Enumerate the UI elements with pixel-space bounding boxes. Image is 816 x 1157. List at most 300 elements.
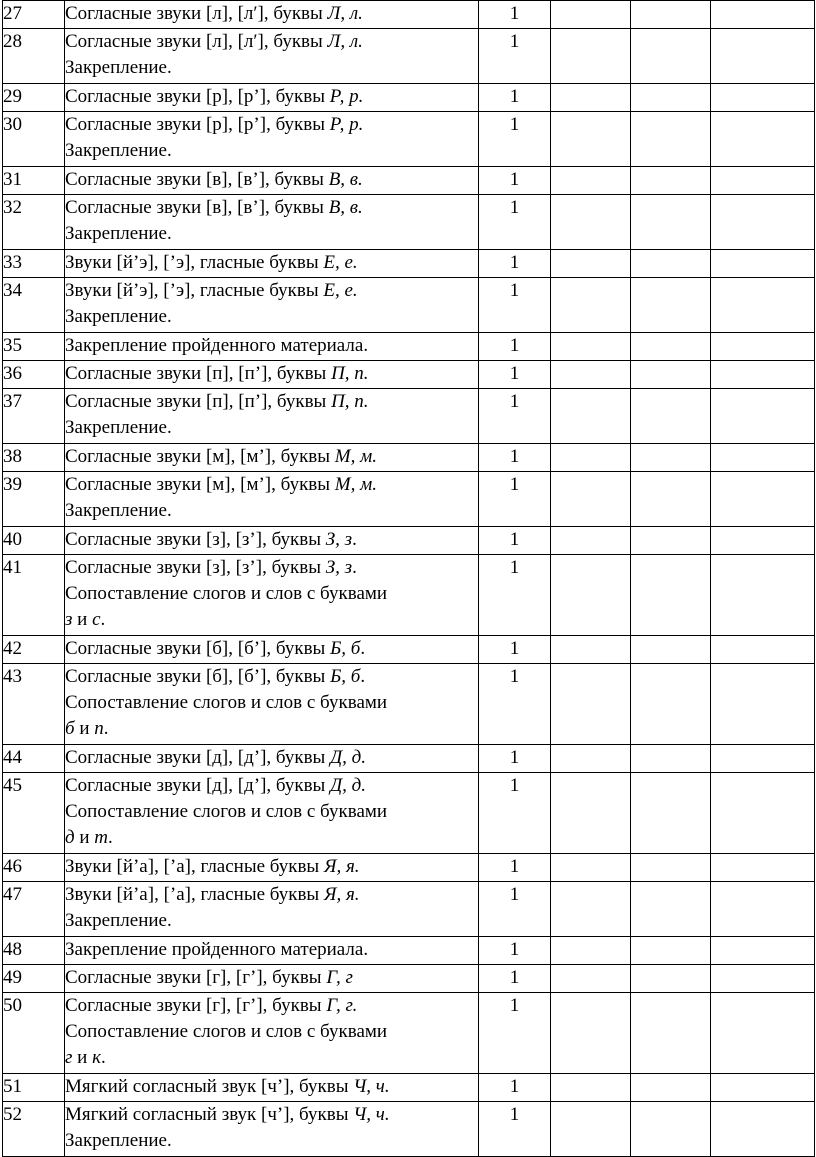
- topic-text: Закрепление пройденного материала.: [65, 335, 369, 356]
- letter-italic: Я, я.: [323, 856, 360, 877]
- lesson-row: [3, 745, 815, 773]
- topic-text: .: [360, 666, 366, 687]
- letter-italic: к: [92, 1047, 101, 1068]
- topic-line: [65, 799, 478, 825]
- lesson-topic: [65, 773, 479, 854]
- letter-italic: Ч, ч.: [353, 1076, 390, 1097]
- lesson-row: [3, 937, 815, 965]
- topic-text: Сопоставление слогов и слов с буквами: [65, 1021, 388, 1042]
- letter-italic: З, з: [325, 557, 353, 578]
- topic-text: .: [108, 827, 113, 848]
- topic-line: [65, 304, 478, 330]
- letter-italic: П, п.: [331, 391, 369, 412]
- topic-text: Согласные звуки [б], [б’], буквы: [65, 666, 331, 687]
- empty-cell: [711, 29, 815, 84]
- empty-cell: [551, 555, 631, 636]
- empty-cell: [711, 555, 815, 636]
- empty-cell: [551, 278, 631, 333]
- topic-text: Звуки [й’а], [’а], гласные буквы: [65, 856, 324, 877]
- empty-cell: [551, 29, 631, 84]
- empty-cell: [551, 361, 631, 389]
- topic-text: Согласные звуки [в], [в’], буквы: [65, 197, 329, 218]
- letter-italic: З, з: [325, 529, 353, 550]
- lesson-row: [3, 773, 815, 854]
- hours-count: 1: [479, 555, 551, 636]
- lesson-row: [3, 472, 815, 527]
- empty-cell: [711, 361, 815, 389]
- topic-text: Звуки [й’а], [’а], гласные буквы: [65, 884, 324, 905]
- empty-cell: [551, 745, 631, 773]
- lesson-number: 30: [3, 112, 65, 167]
- letter-italic: д: [65, 827, 75, 848]
- topic-text: Закрепление.: [65, 223, 172, 244]
- topic-line: [65, 716, 478, 742]
- empty-cell: [551, 664, 631, 745]
- empty-cell: [711, 84, 815, 112]
- topic-text: Согласные звуки [з], [з’], буквы: [65, 529, 326, 550]
- empty-cell: [711, 278, 815, 333]
- topic-text: Согласные звуки [п], [п’], буквы: [65, 363, 332, 384]
- empty-cell: [631, 965, 711, 993]
- topic-text: Мягкий согласный звук [ч’], буквы: [65, 1104, 354, 1125]
- hours-count: 1: [479, 444, 551, 472]
- empty-cell: [631, 773, 711, 854]
- lesson-row: [3, 1, 815, 29]
- topic-text: Согласные звуки [г], [г’], буквы: [65, 995, 327, 1016]
- lesson-topic: [65, 29, 479, 84]
- empty-cell: [631, 882, 711, 937]
- lesson-row: [3, 555, 815, 636]
- lesson-number: 48: [3, 937, 65, 965]
- empty-cell: [711, 333, 815, 361]
- topic-text: Закрепление.: [65, 910, 172, 931]
- topic-line: [65, 1074, 478, 1100]
- lesson-topic: [65, 250, 479, 278]
- letter-italic: П, п.: [331, 363, 369, 384]
- empty-cell: [551, 993, 631, 1074]
- topic-text: Сопоставление слогов и слов с буквами: [65, 801, 388, 822]
- topic-text: Сопоставление слогов и слов с буквами: [65, 692, 388, 713]
- lesson-number: 38: [3, 444, 65, 472]
- letter-italic: Л, л.: [327, 31, 363, 52]
- empty-cell: [631, 555, 711, 636]
- lesson-number: 29: [3, 84, 65, 112]
- lesson-topic: [65, 361, 479, 389]
- lesson-topic: [65, 854, 479, 882]
- letter-italic: В, в.: [328, 169, 363, 190]
- empty-cell: [631, 472, 711, 527]
- lesson-number: 45: [3, 773, 65, 854]
- empty-cell: [631, 167, 711, 195]
- topic-line: [65, 825, 478, 851]
- lesson-topic: [65, 1, 479, 29]
- topic-text: Согласные звуки [б], [б’], буквы: [65, 638, 331, 659]
- letter-italic: Г, г.: [326, 995, 358, 1016]
- lesson-number: 31: [3, 167, 65, 195]
- hours-count: 1: [479, 527, 551, 555]
- topic-line: [65, 389, 478, 415]
- topic-text: Согласные звуки [г], [г’], буквы: [65, 967, 327, 988]
- lesson-topic: [65, 444, 479, 472]
- topic-text: Согласные звуки [л], [л′], буквы: [65, 3, 328, 24]
- topic-line: [65, 112, 478, 138]
- topic-line: [65, 1019, 478, 1045]
- empty-cell: [631, 854, 711, 882]
- empty-cell: [551, 389, 631, 444]
- lesson-topic: [65, 965, 479, 993]
- lesson-number: 43: [3, 664, 65, 745]
- hours-count: 1: [479, 636, 551, 664]
- lesson-topic: [65, 555, 479, 636]
- topic-line: [65, 908, 478, 934]
- lesson-row: [3, 84, 815, 112]
- topic-text: Согласные звуки [р], [р’], буквы: [65, 114, 330, 135]
- lesson-row: [3, 664, 815, 745]
- empty-cell: [631, 29, 711, 84]
- hours-count: 1: [479, 29, 551, 84]
- empty-cell: [551, 854, 631, 882]
- lesson-number: 39: [3, 472, 65, 527]
- empty-cell: [711, 112, 815, 167]
- topic-line: [65, 1102, 478, 1128]
- empty-cell: [711, 1102, 815, 1157]
- lesson-number: 34: [3, 278, 65, 333]
- lesson-number: 52: [3, 1102, 65, 1157]
- topic-text: Звуки [й’э], [’э], гласные буквы: [65, 280, 324, 301]
- lesson-number: 51: [3, 1074, 65, 1102]
- topic-line: [65, 250, 478, 276]
- hours-count: 1: [479, 333, 551, 361]
- empty-cell: [711, 167, 815, 195]
- topic-text: Согласные звуки [д], [д’], буквы: [65, 747, 331, 768]
- topic-line: [65, 1128, 478, 1154]
- lesson-number: 37: [3, 389, 65, 444]
- topic-text: Согласные звуки [л], [л′], буквы: [65, 31, 328, 52]
- lesson-number: 42: [3, 636, 65, 664]
- empty-cell: [551, 527, 631, 555]
- letter-italic: г: [65, 1047, 73, 1068]
- empty-cell: [631, 937, 711, 965]
- empty-cell: [551, 167, 631, 195]
- empty-cell: [631, 527, 711, 555]
- lesson-row: [3, 636, 815, 664]
- empty-cell: [711, 472, 815, 527]
- topic-text: Согласные звуки [з], [з’], буквы: [65, 557, 326, 578]
- empty-cell: [711, 1, 815, 29]
- topic-text: Закрепление пройденного материала.: [65, 939, 369, 960]
- topic-line: [65, 527, 478, 553]
- topic-line: [65, 581, 478, 607]
- lesson-topic: [65, 195, 479, 250]
- lesson-number: 40: [3, 527, 65, 555]
- hours-count: 1: [479, 1102, 551, 1157]
- lesson-topic: [65, 472, 479, 527]
- lesson-number: 47: [3, 882, 65, 937]
- letter-italic: Д, д.: [330, 775, 367, 796]
- lesson-row: [3, 29, 815, 84]
- empty-cell: [711, 444, 815, 472]
- lesson-plan-table: [2, 0, 815, 1157]
- topic-text: Согласные звуки [п], [п’], буквы: [65, 391, 332, 412]
- lesson-topic: [65, 664, 479, 745]
- lesson-topic: [65, 278, 479, 333]
- topic-line: [65, 84, 478, 110]
- topic-line: [65, 1045, 478, 1071]
- lesson-topic: [65, 527, 479, 555]
- topic-line: [65, 664, 478, 690]
- empty-cell: [551, 250, 631, 278]
- lesson-number: 36: [3, 361, 65, 389]
- lesson-row: [3, 112, 815, 167]
- lesson-topic: [65, 1102, 479, 1157]
- topic-line: [65, 745, 478, 771]
- letter-italic: Е, е.: [323, 252, 358, 273]
- letter-italic: Л, л.: [327, 3, 363, 24]
- empty-cell: [551, 882, 631, 937]
- topic-line: [65, 854, 478, 880]
- hours-count: 1: [479, 993, 551, 1074]
- lesson-row: [3, 278, 815, 333]
- hours-count: 1: [479, 937, 551, 965]
- empty-cell: [631, 250, 711, 278]
- topic-text: .: [352, 557, 357, 578]
- empty-cell: [711, 745, 815, 773]
- topic-text: .: [100, 609, 106, 630]
- topic-line: [65, 607, 478, 633]
- lesson-topic: [65, 167, 479, 195]
- empty-cell: [631, 361, 711, 389]
- topic-text: Закрепление.: [65, 306, 172, 327]
- empty-cell: [711, 773, 815, 854]
- lesson-row: [3, 1074, 815, 1102]
- hours-count: 1: [479, 773, 551, 854]
- topic-text: .: [100, 1047, 106, 1068]
- lesson-row: [3, 527, 815, 555]
- topic-line: [65, 498, 478, 524]
- empty-cell: [631, 195, 711, 250]
- lesson-topic: [65, 636, 479, 664]
- letter-italic: Я, я.: [323, 884, 360, 905]
- topic-line: [65, 361, 478, 387]
- topic-text: и: [72, 1047, 93, 1068]
- lesson-row: [3, 361, 815, 389]
- lesson-number: 44: [3, 745, 65, 773]
- empty-cell: [551, 965, 631, 993]
- empty-cell: [711, 636, 815, 664]
- topic-line: [65, 415, 478, 441]
- lesson-topic: [65, 882, 479, 937]
- empty-cell: [631, 664, 711, 745]
- letter-italic: Ч, ч.: [353, 1104, 390, 1125]
- topic-line: [65, 221, 478, 247]
- lesson-number: 28: [3, 29, 65, 84]
- topic-text: и: [72, 609, 93, 630]
- empty-cell: [711, 937, 815, 965]
- empty-cell: [631, 84, 711, 112]
- empty-cell: [551, 1102, 631, 1157]
- empty-cell: [711, 527, 815, 555]
- hours-count: 1: [479, 195, 551, 250]
- lesson-topic: [65, 333, 479, 361]
- topic-text: Закрепление.: [65, 417, 172, 438]
- topic-line: [65, 636, 478, 662]
- hours-count: 1: [479, 882, 551, 937]
- lesson-topic: [65, 389, 479, 444]
- topic-line: [65, 138, 478, 164]
- topic-line: [65, 29, 478, 55]
- hours-count: 1: [479, 167, 551, 195]
- empty-cell: [711, 250, 815, 278]
- empty-cell: [631, 1, 711, 29]
- topic-text: .: [352, 529, 357, 550]
- topic-text: Закрепление.: [65, 500, 172, 521]
- topic-line: [65, 937, 478, 963]
- topic-text: Согласные звуки [м], [м’], буквы: [65, 446, 335, 467]
- topic-text: Звуки [й’э], [’э], гласные буквы: [65, 252, 324, 273]
- empty-cell: [551, 472, 631, 527]
- hours-count: 1: [479, 84, 551, 112]
- hours-count: 1: [479, 664, 551, 745]
- letter-italic: п: [94, 718, 104, 739]
- topic-line: [65, 555, 478, 581]
- empty-cell: [711, 993, 815, 1074]
- topic-line: [65, 773, 478, 799]
- empty-cell: [631, 389, 711, 444]
- hours-count: 1: [479, 965, 551, 993]
- empty-cell: [631, 1102, 711, 1157]
- empty-cell: [631, 333, 711, 361]
- lesson-number: 49: [3, 965, 65, 993]
- topic-text: Согласные звуки [в], [в’], буквы: [65, 169, 329, 190]
- hours-count: 1: [479, 854, 551, 882]
- topic-line: [65, 55, 478, 81]
- empty-cell: [631, 112, 711, 167]
- topic-text: Закрепление.: [65, 57, 172, 78]
- hours-count: 1: [479, 472, 551, 527]
- letter-italic: Б, б: [330, 666, 361, 687]
- empty-cell: [631, 745, 711, 773]
- hours-count: 1: [479, 1074, 551, 1102]
- topic-text: Закрепление.: [65, 140, 172, 161]
- lesson-rows: [3, 1, 815, 1157]
- topic-text: и: [74, 827, 95, 848]
- hours-count: 1: [479, 250, 551, 278]
- empty-cell: [631, 993, 711, 1074]
- topic-line: [65, 333, 478, 359]
- letter-italic: Г, г: [326, 967, 353, 988]
- topic-text: .: [360, 638, 366, 659]
- lesson-row: [3, 444, 815, 472]
- hours-count: 1: [479, 112, 551, 167]
- topic-text: и: [74, 718, 95, 739]
- hours-count: 1: [479, 361, 551, 389]
- empty-cell: [631, 1074, 711, 1102]
- empty-cell: [551, 1, 631, 29]
- empty-cell: [631, 278, 711, 333]
- topic-text: Мягкий согласный звук [ч’], буквы: [65, 1076, 354, 1097]
- hours-count: 1: [479, 745, 551, 773]
- letter-italic: Р, р.: [329, 86, 364, 107]
- topic-line: [65, 690, 478, 716]
- lesson-row: [3, 1102, 815, 1157]
- letter-italic: з: [65, 609, 73, 630]
- letter-italic: с: [92, 609, 101, 630]
- lesson-number: 46: [3, 854, 65, 882]
- empty-cell: [551, 195, 631, 250]
- lesson-number: 35: [3, 333, 65, 361]
- topic-line: [65, 472, 478, 498]
- lesson-number: 27: [3, 1, 65, 29]
- hours-count: 1: [479, 278, 551, 333]
- lesson-row: [3, 250, 815, 278]
- empty-cell: [711, 965, 815, 993]
- empty-cell: [631, 444, 711, 472]
- letter-italic: б: [65, 718, 75, 739]
- letter-italic: Е, е.: [323, 280, 358, 301]
- lesson-topic: [65, 112, 479, 167]
- lesson-topic: [65, 937, 479, 965]
- letter-italic: Д, д.: [330, 747, 367, 768]
- letter-italic: т: [94, 827, 109, 848]
- empty-cell: [551, 333, 631, 361]
- empty-cell: [551, 1074, 631, 1102]
- lesson-row: [3, 854, 815, 882]
- letter-italic: Б, б: [330, 638, 361, 659]
- topic-line: [65, 444, 478, 470]
- empty-cell: [711, 195, 815, 250]
- empty-cell: [551, 84, 631, 112]
- lesson-row: [3, 965, 815, 993]
- lesson-topic: [65, 993, 479, 1074]
- topic-text: Согласные звуки [д], [д’], буквы: [65, 775, 331, 796]
- hours-count: 1: [479, 1, 551, 29]
- empty-cell: [631, 636, 711, 664]
- topic-text: .: [103, 718, 109, 739]
- lesson-row: [3, 389, 815, 444]
- topic-line: [65, 882, 478, 908]
- topic-line: [65, 167, 478, 193]
- letter-italic: Р, р.: [329, 114, 364, 135]
- empty-cell: [551, 636, 631, 664]
- lesson-row: [3, 333, 815, 361]
- empty-cell: [551, 112, 631, 167]
- letter-italic: М, м.: [334, 474, 377, 495]
- empty-cell: [711, 664, 815, 745]
- empty-cell: [711, 882, 815, 937]
- letter-italic: В, в.: [328, 197, 363, 218]
- lesson-topic: [65, 1074, 479, 1102]
- empty-cell: [711, 389, 815, 444]
- lesson-number: 50: [3, 993, 65, 1074]
- topic-line: [65, 1, 478, 27]
- empty-cell: [551, 937, 631, 965]
- lesson-row: [3, 882, 815, 937]
- topic-line: [65, 965, 478, 991]
- empty-cell: [711, 1074, 815, 1102]
- lesson-topic: [65, 84, 479, 112]
- topic-text: Согласные звуки [р], [р’], буквы: [65, 86, 330, 107]
- topic-text: Согласные звуки [м], [м’], буквы: [65, 474, 335, 495]
- lesson-number: 33: [3, 250, 65, 278]
- hours-count: 1: [479, 389, 551, 444]
- empty-cell: [711, 854, 815, 882]
- empty-cell: [551, 444, 631, 472]
- lesson-number: 41: [3, 555, 65, 636]
- letter-italic: М, м.: [334, 446, 377, 467]
- lesson-row: [3, 195, 815, 250]
- topic-line: [65, 993, 478, 1019]
- lesson-row: [3, 993, 815, 1074]
